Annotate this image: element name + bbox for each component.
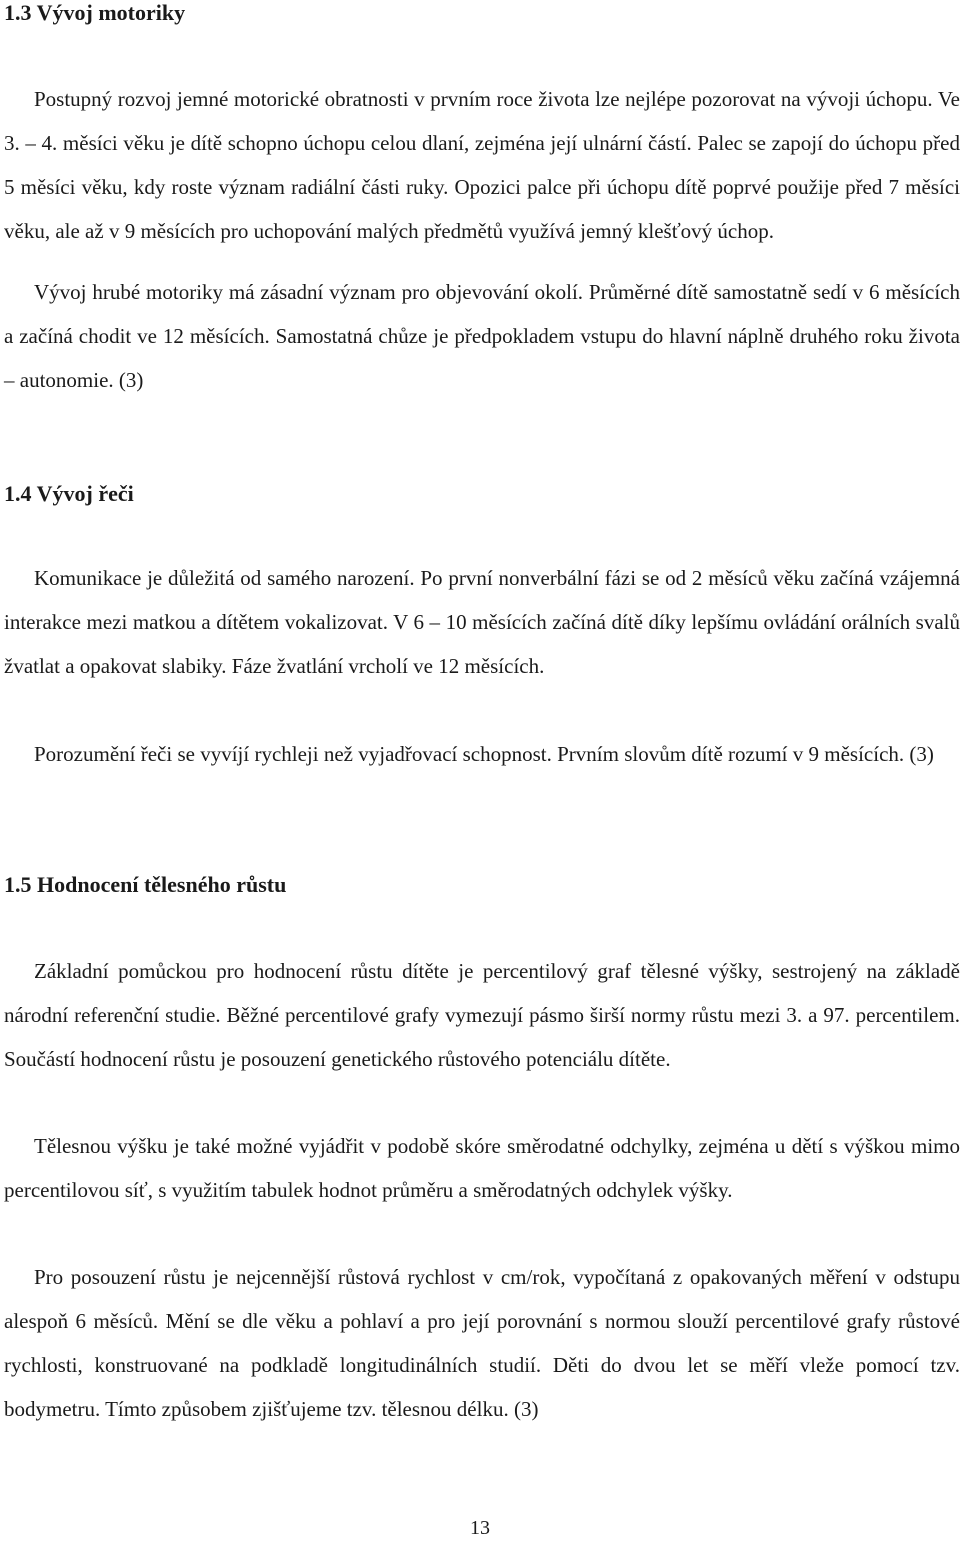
paragraph (4, 732, 960, 776)
paragraph (4, 1255, 960, 1431)
paragraph (4, 77, 960, 253)
paragraph-text: Vývoj hrubé motoriky má zásadní význam pro objevování okolí. Průměrné dítě samostatně sedí v 6 měsících a začíná chodit ve 12 měsících. Samostatná chůze je předpokladem vstupu do hlavní náplně druhého roku života – autonomie. (3) (4, 280, 960, 392)
paragraph-text: Základní pomůckou pro hodnocení růstu dítěte je percentilový graf tělesné výšky, sestrojený na základě národní referenční studie. Běžné percentilové grafy vymezují pásmo širší normy růstu mezi 3. a 97. percentilem. Součástí hodnocení růstu je posouzení genetického růstového potenciálu dítěte. (4, 959, 960, 1071)
paragraph-text: Pro posouzení růstu je nejcennější růstová rychlost v cm/rok, vypočítaná z opakovaných měření v odstupu alespoň 6 měsíců. Mění se dle věku a pohlaví a pro její porovnání s normou slouží percentilové grafy růstové rychlosti, konstruované na podkladě longitudinálních studií. Děti do dvou let se měří vleže pomocí tzv. bodymetru. Tímto způsobem zjišťujeme tzv. tělesnou délku. (3) (4, 1265, 960, 1421)
section-heading-vyvoj-motoriky: 1.3 Vývoj motoriky (4, 0, 186, 25)
paragraph-text: Postupný rozvoj jemné motorické obratnosti v prvním roce života lze nejlépe pozorovat na vývoji úchopu. Ve 3. – 4. měsíci věku je dítě schopno úchopu celou dlaní, zejména její ulnární částí. Palec se zapojí do úchopu před 5 měsíci věku, kdy roste význam radiální části ruky. Opozici palce při úchopu dítě poprvé použije před 7 měsíci věku, ale až v 9 měsících pro uchopování malých předmětů využívá jemný klešťový úchop. (4, 87, 960, 243)
page-number: 13 (470, 1517, 490, 1539)
paragraph (4, 556, 960, 688)
section-heading-vyvoj-reci: 1.4 Vývoj řeči (4, 481, 134, 506)
paragraph-text: Porozumění řeči se vyvíjí rychleji než vyjadřovací schopnost. Prvním slovům dítě rozumí v 9 měsících. (3) (34, 742, 934, 766)
paragraph (4, 949, 960, 1081)
paragraph (4, 270, 960, 402)
paragraph-text: Komunikace je důležitá od samého narození. Po první nonverbální fázi se od 2 měsíců věku začíná vzájemná interakce mezi matkou a dítětem vokalizovat. V 6 – 10 měsících začíná dítě díky lepšímu ovládání orálních svalů žvatlat a opakovat slabiky. Fáze žvatlání vrcholí ve 12 měsících. (4, 566, 960, 678)
section-heading-hodnoceni-rustu: 1.5 Hodnocení tělesného růstu (4, 872, 287, 897)
paragraph-text: Tělesnou výšku je také možné vyjádřit v podobě skóre směrodatné odchylky, zejména u dětí s výškou mimo percentilovou síť, s využitím tabulek hodnot průměru a směrodatných odchylek výšky. (4, 1134, 960, 1202)
paragraph (4, 1124, 960, 1212)
